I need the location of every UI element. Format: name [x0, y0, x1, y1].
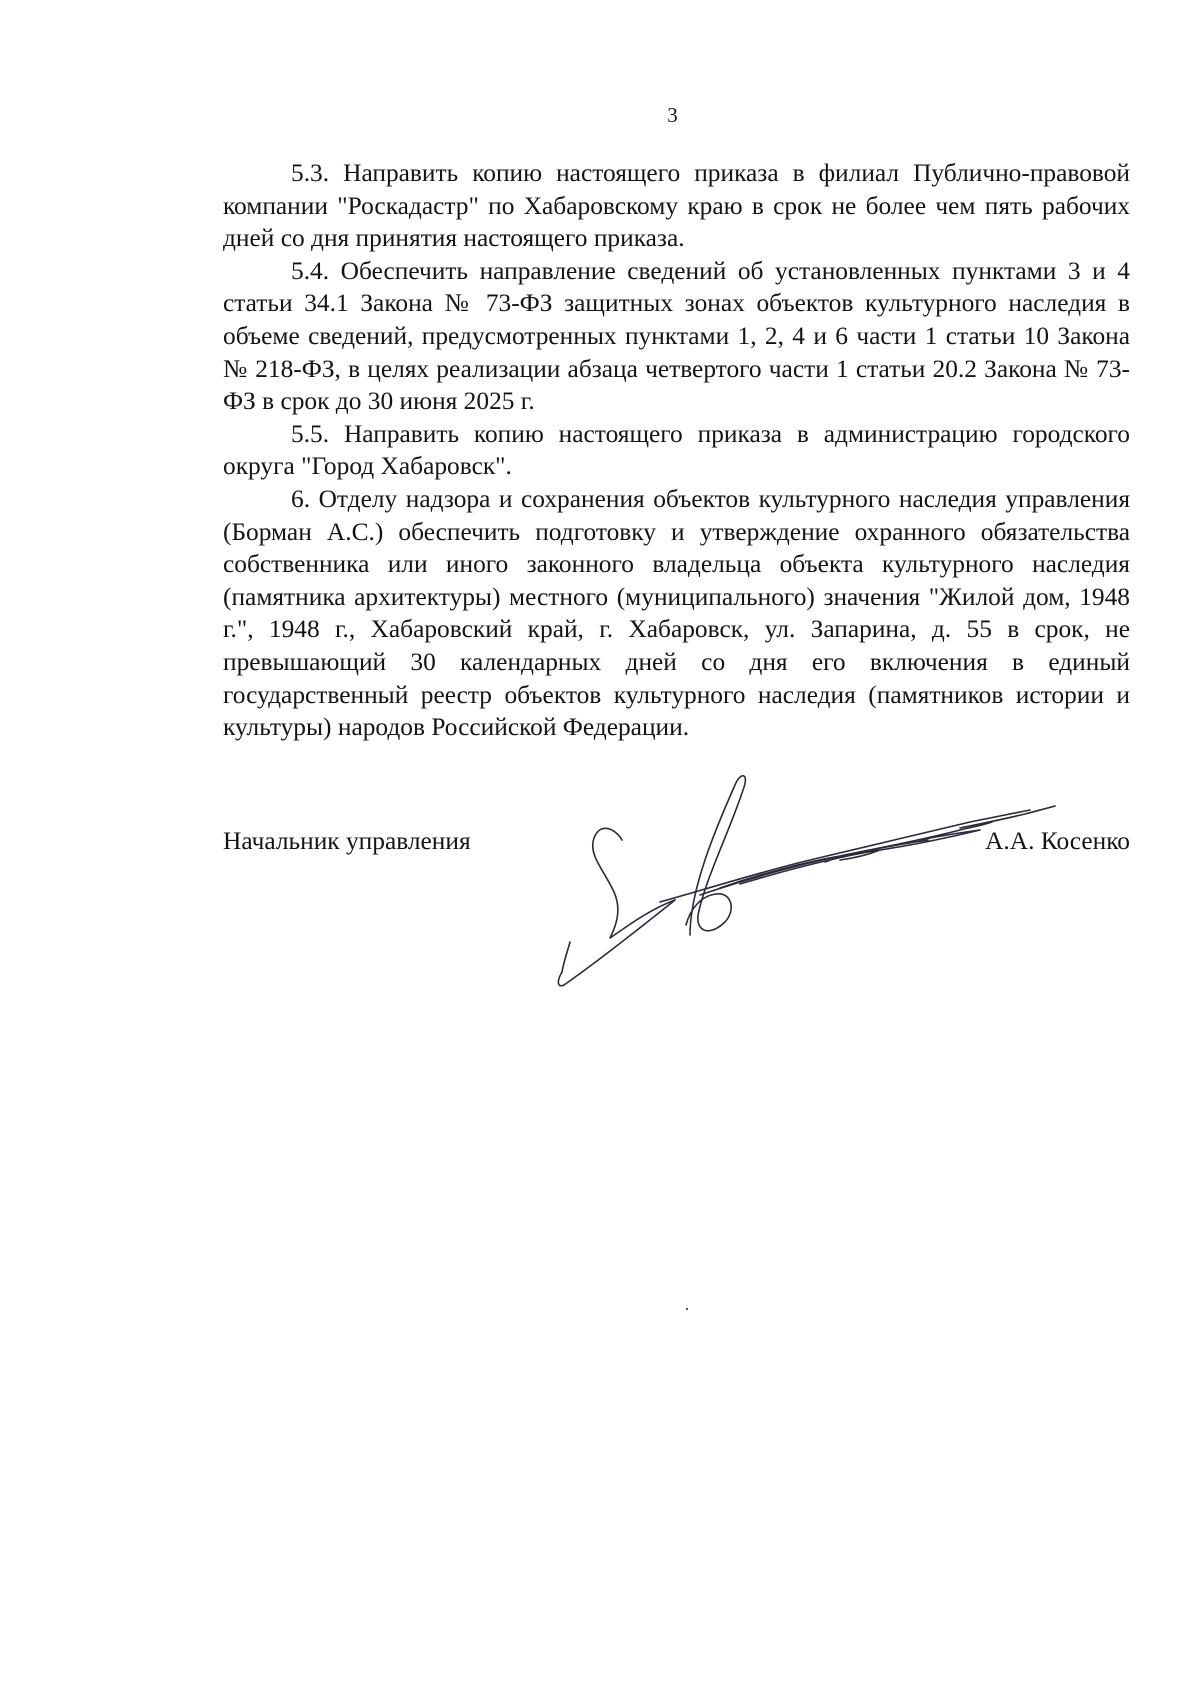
- paragraph-5-4: 5.4. Обеспечить направление сведений об установленных пунктами 3 и 4 статьи 34.1 Закона № 73-ФЗ защитных зонах объектов культурного наследия в объеме сведений, предусмотренных пунктами 1, 2, 4 и 6 части 1 статьи 10 Закона № 218-ФЗ, в целях реализации абзаца четвертого части 1 статьи 20.2 Закона № 73-ФЗ в срок до 30 июня 2025 г.: [223, 256, 1130, 416]
- paragraph-5-5: 5.5. Направить копию настоящего приказа в администрацию городского округа "Город Хабаровск".: [223, 419, 1130, 481]
- handwritten-signature: [540, 760, 1100, 1010]
- paragraph-5-3: 5.3. Направить копию настоящего приказа в филиал Публично-правовой компании "Роскадастр" по Хабаровскому краю в срок не более чем пять рабочих дней со дня принятия настоящего приказа.: [223, 159, 1130, 253]
- signatory-position: Начальник управления: [223, 827, 471, 855]
- signatory-name: А.А. Косенко: [985, 827, 1130, 855]
- page-number: 3: [667, 103, 678, 127]
- document-body: [223, 157, 1130, 744]
- paragraph-6: 6. Отделу надзора и сохранения объектов культурного наследия управления (Борман А.С.) обеспечить подготовку и утверждение охранного обязательства собственника или иного законного владельца объекта культурного наследия (памятника архитектуры) местного (муниципального) значения "Жилой дом, 1948 г.", 1948 г., Хабаровский край, г. Хабаровск, ул. Запарина, д. 55 в срок, не превышающий 30 календарных дней со дня его включения в единый государственный реестр объектов культурного наследия (памятников истории и культуры) народов Российской Федерации.: [223, 484, 1130, 742]
- scan-speck: [686, 1308, 688, 1310]
